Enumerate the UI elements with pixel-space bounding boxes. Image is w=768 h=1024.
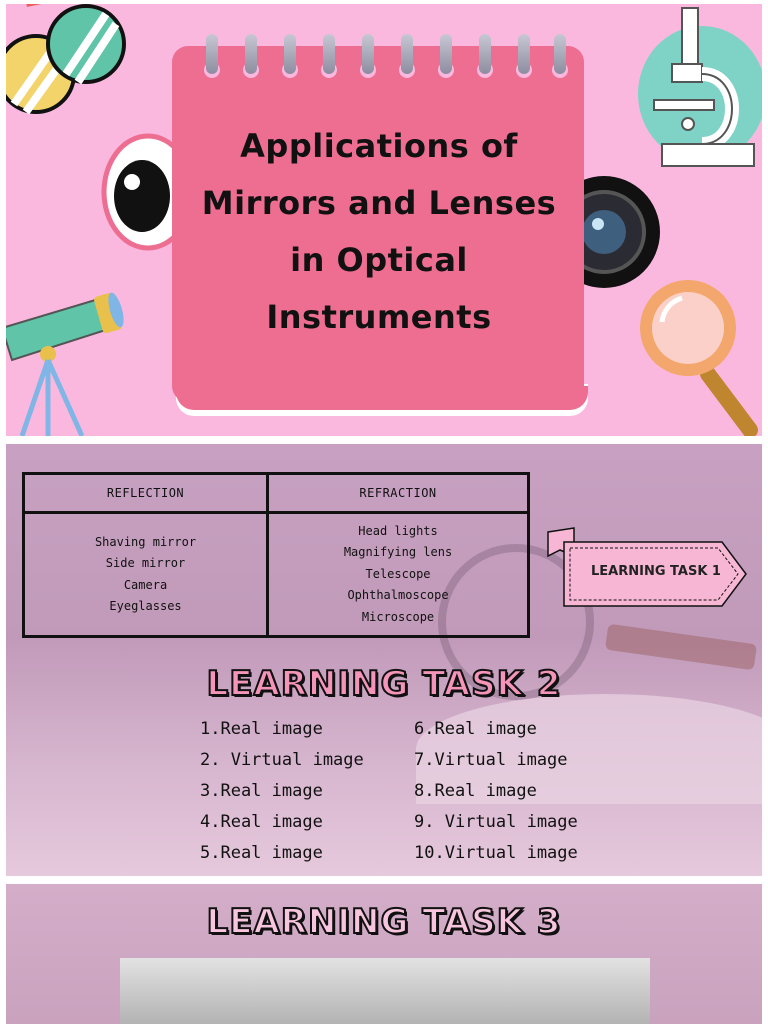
answer-item: 5.Real image (200, 843, 323, 863)
telescope-icon (6, 288, 132, 436)
table-item: Telescope (365, 566, 431, 581)
learning-task-3-heading: LEARNING TASK 3 (206, 902, 562, 942)
spiral-ring (554, 34, 566, 74)
reflection-refraction-table (22, 472, 530, 638)
answers-slide (6, 444, 762, 876)
spiral-ring (401, 34, 413, 74)
answer-item: 9. Virtual image (414, 812, 578, 832)
learning-task-1-label: LEARNING TASK 1 (591, 564, 721, 579)
photo-image (120, 958, 650, 1024)
answer-item: 7.Virtual image (414, 750, 568, 770)
microscope-icon (632, 4, 762, 174)
table-item: Eyeglasses (109, 599, 182, 613)
table-item: Shaving mirror (94, 534, 197, 549)
answers-right-column (414, 714, 578, 869)
answer-item: 10.Virtual image (414, 843, 578, 863)
table-item: Camera (123, 577, 168, 592)
answer-item: 4.Real image (200, 812, 323, 832)
page-title (186, 118, 572, 346)
title-line: in Optical (290, 241, 468, 279)
sunglasses-icon (6, 4, 136, 124)
spiral-ring (479, 34, 491, 74)
spiral-ring (206, 34, 218, 74)
answer-item: 1.Real image (200, 719, 323, 739)
table-item: Magnifying lens (343, 545, 453, 560)
table-header-refraction: REFRACTION (268, 474, 529, 513)
spiral-ring (323, 34, 335, 74)
spiral-ring (440, 34, 452, 74)
spiral-ring (284, 34, 296, 74)
answer-item: 3.Real image (200, 781, 323, 801)
table-item: Microscope (361, 609, 435, 624)
reflection-cell (24, 513, 268, 637)
table-header-reflection: REFLECTION (24, 474, 268, 513)
spiral-ring (245, 34, 257, 74)
magnifying-glass-icon (638, 274, 762, 436)
learning-task-3-slide (6, 884, 762, 1024)
learning-task-2-heading: LEARNING TASK 2 (206, 664, 562, 704)
refraction-cell (268, 513, 529, 637)
spiral-ring (362, 34, 374, 74)
title-line: Instruments (266, 298, 492, 336)
title-line: Applications of (240, 127, 518, 165)
table-item: Ophthalmoscope (347, 588, 449, 603)
table-item: Head lights (358, 523, 438, 538)
spiral-ring (518, 34, 530, 74)
title-line: Mirrors and Lenses (201, 184, 557, 222)
answer-item: 2. Virtual image (200, 750, 364, 770)
answer-item: 8.Real image (414, 781, 537, 801)
answer-item: 6.Real image (414, 719, 537, 739)
table-item: Side mirror (105, 556, 186, 570)
answers-left-column (200, 714, 364, 869)
